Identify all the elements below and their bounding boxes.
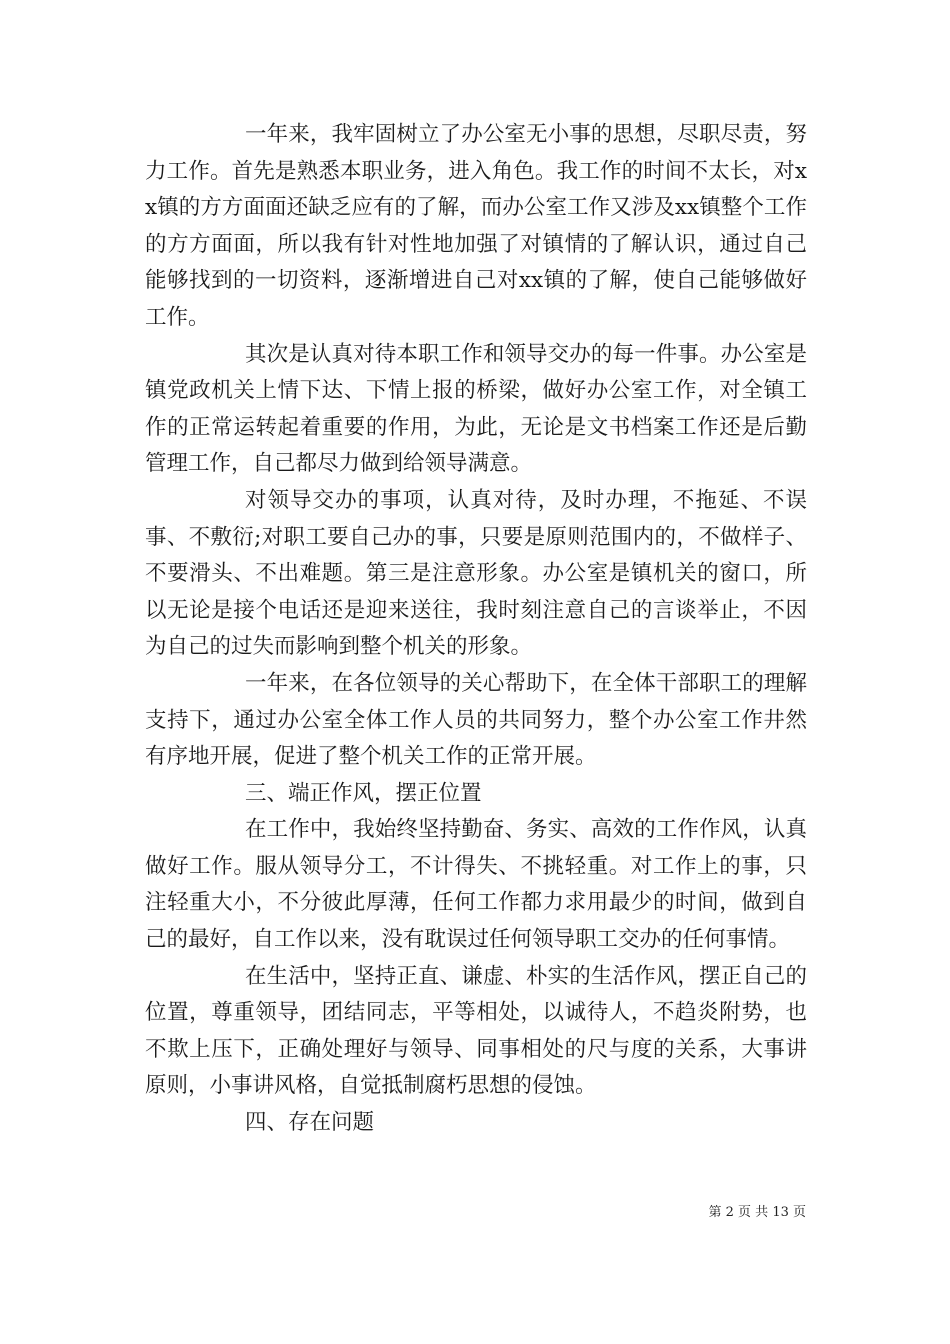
paragraph-6: 在生活中，坚持正直、谦虚、朴实的生活作风，摆正自己的位置，尊重领导，团结同志，平等相处，以诚待人，不趋炎附势，也不欺上压下，正确处理好与领导、同事相处的尺与度的关系，大事讲原则，小事讲风格，自觉抵制腐朽思想的侵蚀。 [145,963,807,1099]
document-body [145,117,807,1142]
paragraph-5: 在工作中，我始终坚持勤奋、务实、高效的工作作风，认真做好工作。服从领导分工，不计得失、不挑轻重。对工作上的事，只注轻重大小，不分彼此厚薄，任何工作都力求用最少的时间，做到自己的最好，自工作以来，没有耽误过任何领导职工交办的任何事情。 [145,817,807,953]
section-heading-4: 四、存在问题 [245,1110,375,1136]
paragraph-2: 其次是认真对待本职工作和领导交办的每一件事。办公室是镇党政机关上情下达、下情上报的桥梁，做好办公室工作，对全镇工作的正常运转起着重要的作用，为此，无论是文书档案工作还是后勤管理工作，自己都尽力做到给领导满意。 [145,341,807,477]
section-heading-3: 三、端正作风，摆正位置 [245,780,482,806]
paragraph-1: 一年来，我牢固树立了办公室无小事的思想，尽职尽责，努力工作。首先是熟悉本职业务，进入角色。我工作的时间不太长，对xx镇的方方面面还缺乏应有的了解，而办公室工作又涉及xx镇整个工作的方方面面，所以我有针对性地加强了对镇情的了解认识，通过自己能够找到的一切资料，逐渐增进自己对xx镇的了解，使自己能够做好工作。 [145,122,807,330]
paragraph-3: 对领导交办的事项，认真对待，及时办理，不拖延、不误事、不敷衍;对职工要自己办的事，只要是原则范围内的，不做样子、不要滑头、不出难题。第三是注意形象。办公室是镇机关的窗口，所以无论是接个电话还是迎来送往，我时刻注意自己的言谈举止，不因为自己的过失而影响到整个机关的形象。 [145,487,807,660]
paragraph-4: 一年来，在各位领导的关心帮助下，在全体干部职工的理解支持下，通过办公室全体工作人员的共同努力，整个办公室工作井然有序地开展，促进了整个机关工作的正常开展。 [145,670,807,770]
page-number-footer: 第 2 页 共 13 页 [708,1205,806,1220]
